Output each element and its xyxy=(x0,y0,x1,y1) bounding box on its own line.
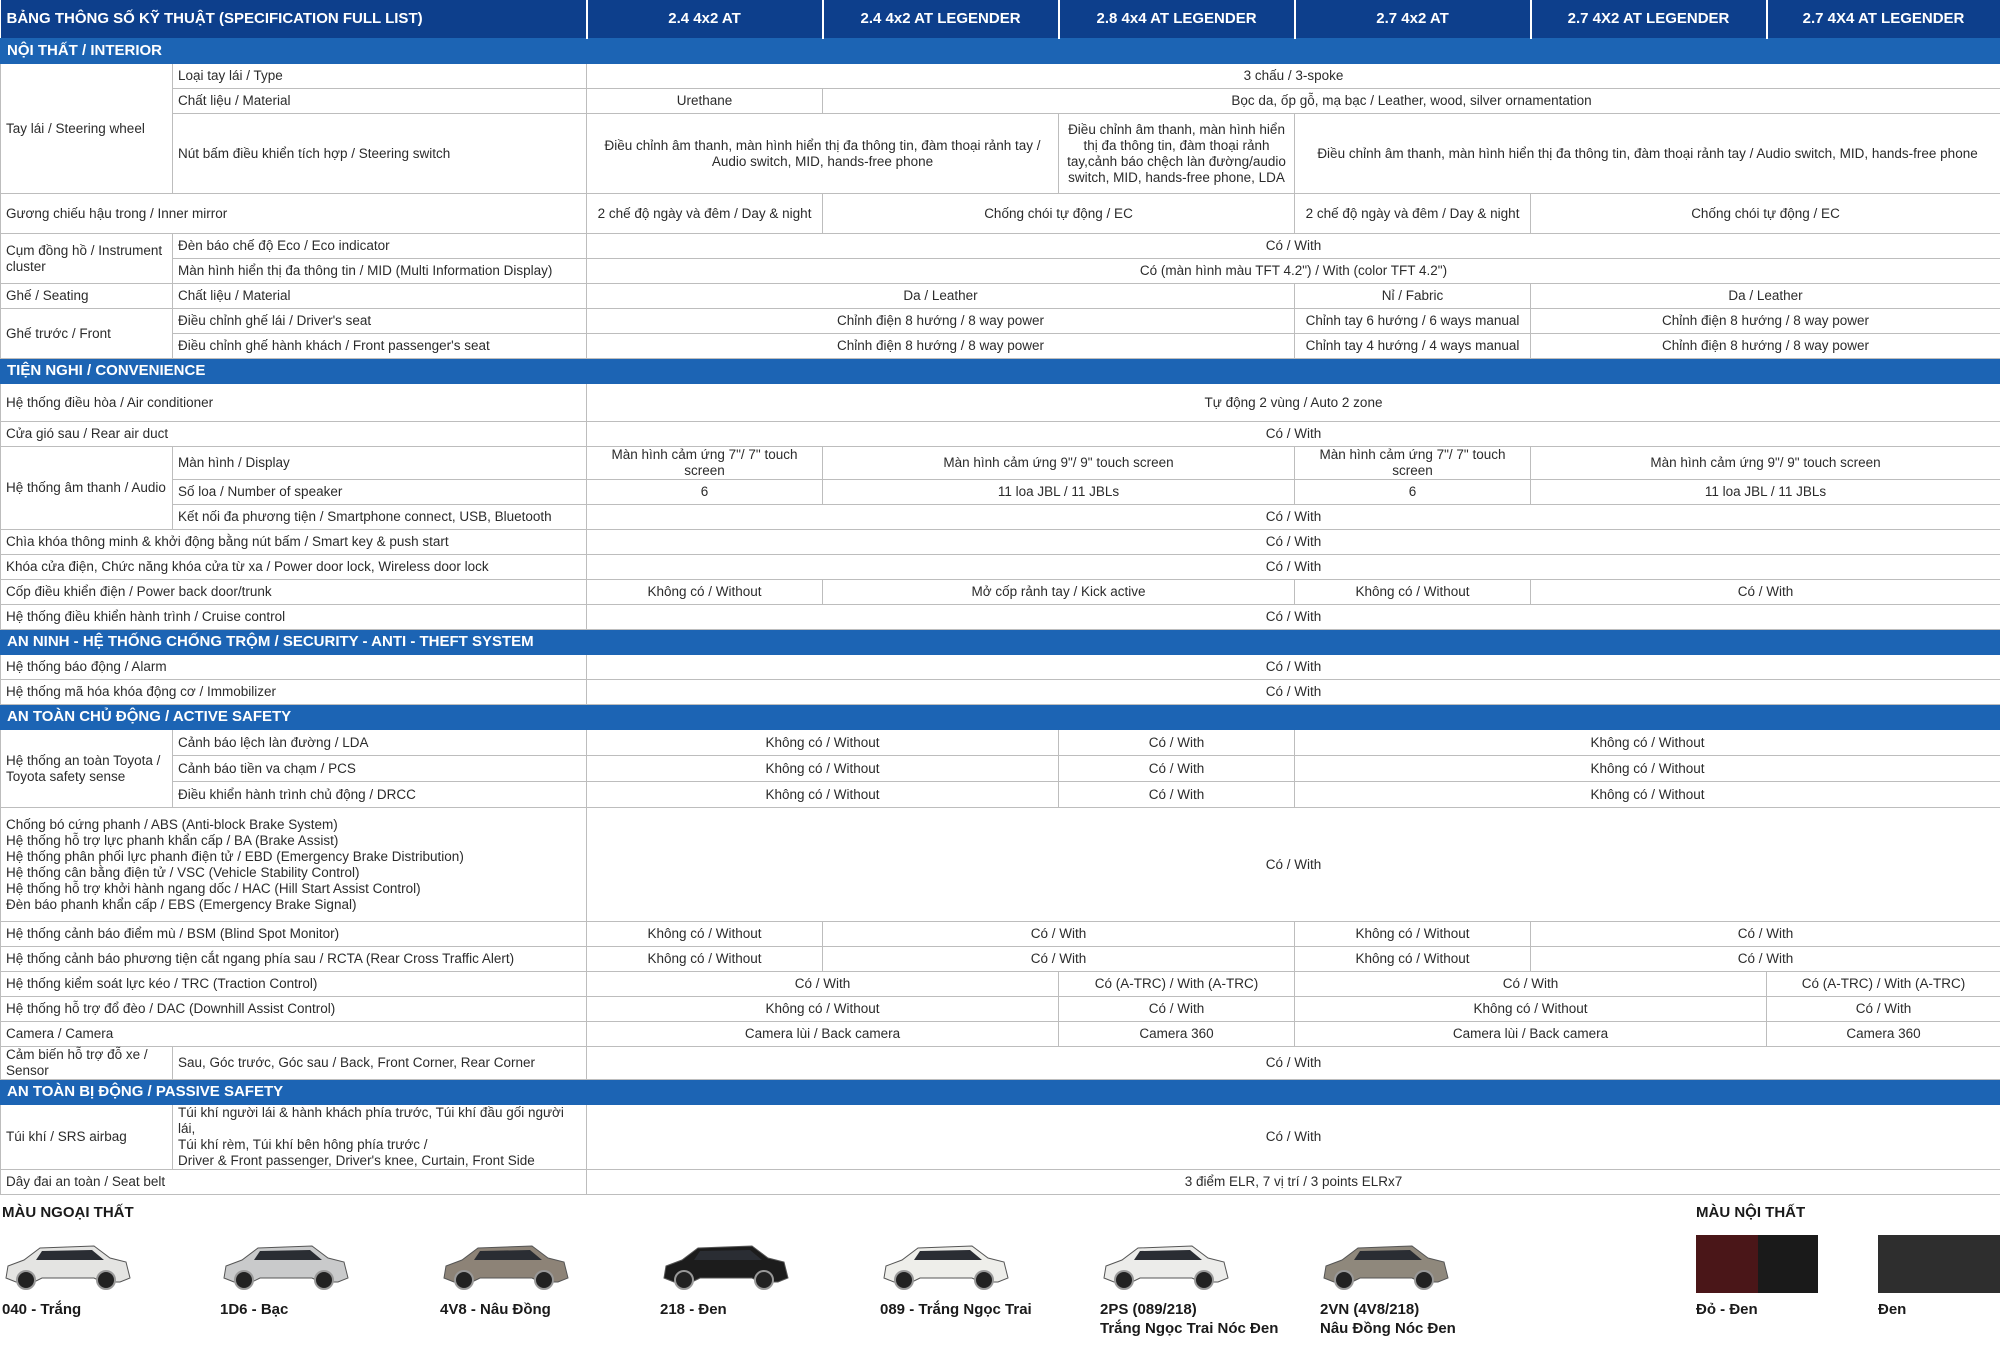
section-title-convenience: TIỆN NGHI / CONVENIENCE xyxy=(1,359,2000,384)
table-row xyxy=(1,1047,2000,1080)
cell: Da / Leather xyxy=(1531,284,2000,309)
cell: Không có / Without xyxy=(587,782,1059,808)
table-row xyxy=(1,234,2000,259)
swatch-part xyxy=(1758,1235,1818,1293)
cell: 3 điểm ELR, 7 vị trí / 3 points ELRx7 xyxy=(587,1170,2000,1195)
car-icon xyxy=(6,1246,130,1289)
table-row xyxy=(1,756,2000,782)
cell: 11 loa JBL / 11 JBLs xyxy=(823,480,1295,505)
row-label: Hệ thống điều hòa / Air conditioner xyxy=(1,384,587,422)
section-title-security: AN NINH - HỆ THỐNG CHỐNG TRỘM / SECURITY - ANTI - THEFT SYSTEM xyxy=(1,630,2000,655)
cell: Có / With xyxy=(1295,972,1767,997)
model-header: 2.7 4x2 AT xyxy=(1295,0,1531,39)
cell: Có / With xyxy=(823,947,1295,972)
cell: Camera 360 xyxy=(1059,1022,1295,1047)
row-sublabel: Điều chỉnh ghế hành khách / Front passenger's seat xyxy=(173,334,587,359)
model-header: 2.8 4x4 AT LEGENDER xyxy=(1059,0,1295,39)
cell: Có / With xyxy=(1059,782,1295,808)
row-label: Ghế / Seating xyxy=(1,284,173,309)
table-row xyxy=(1,114,2000,194)
cell: Có / With xyxy=(587,972,1059,997)
cell: Chỉnh điện 8 hướng / 8 way power xyxy=(587,309,1295,334)
airbag-desc-line: Driver & Front passenger, Driver's knee, Curtain, Front Side xyxy=(178,1153,535,1168)
ebs-label: Đèn báo phanh khẩn cấp / EBS (Emergency Brake Signal) xyxy=(6,896,357,912)
section-title-interior: NỘI THẤT / INTERIOR xyxy=(1,39,2000,64)
car-icon xyxy=(664,1246,788,1289)
car-icon xyxy=(444,1246,568,1289)
cell: Màn hình cảm ứng 7"/ 7" touch screen xyxy=(587,447,823,480)
row-label: Ghế trước / Front xyxy=(1,309,173,359)
table-row xyxy=(1,680,2000,705)
cell: Chống chói tự động / EC xyxy=(823,194,1295,234)
cell: Camera lùi / Back camera xyxy=(587,1022,1059,1047)
cell: Không có / Without xyxy=(587,922,823,947)
cell: Có / With xyxy=(587,605,2000,630)
row-label: Tay lái / Steering wheel xyxy=(1,64,173,194)
table-row xyxy=(1,505,2000,530)
table-row xyxy=(1,730,2000,756)
table-row xyxy=(1,782,2000,808)
cell: Không có / Without xyxy=(1295,730,2000,756)
row-label: Hệ thống mã hóa khóa động cơ / Immobilizer xyxy=(1,680,587,705)
row-sublabel-group xyxy=(173,1105,587,1170)
header-row xyxy=(1,0,2000,39)
cell: 2 chế độ ngày và đêm / Day & night xyxy=(587,194,823,234)
row-label: Chìa khóa thông minh & khởi động bằng nút bấm / Smart key & push start xyxy=(1,530,587,555)
table-row xyxy=(1,808,2000,922)
swatch-part xyxy=(1878,1235,2000,1293)
table-row xyxy=(1,972,2000,997)
row-label: Cốp điều khiển điện / Power back door/trunk xyxy=(1,580,587,605)
cell: Không có / Without xyxy=(1295,922,1531,947)
model-header: 2.4 4x2 AT LEGENDER xyxy=(823,0,1059,39)
section-title-active-safety: AN TOÀN CHỦ ĐỘNG / ACTIVE SAFETY xyxy=(1,705,2000,730)
cell: Không có / Without xyxy=(1295,756,2000,782)
model-header: 2.7 4X2 AT LEGENDER xyxy=(1531,0,1767,39)
row-sublabel: Điều khiển hành trình chủ động / DRCC xyxy=(173,782,587,808)
cell: Có / With xyxy=(1531,922,2000,947)
row-sublabel: Chất liệu / Material xyxy=(173,89,587,114)
cell: Màn hình cảm ứng 7"/ 7" touch screen xyxy=(1295,447,1531,480)
cell: Có / With xyxy=(587,422,2000,447)
cell: Có / With xyxy=(587,234,2000,259)
row-label: Gương chiếu hậu trong / Inner mirror xyxy=(1,194,587,234)
cell: Chỉnh tay 6 hướng / 6 ways manual xyxy=(1295,309,1531,334)
exterior-color-label: 089 - Trắng Ngọc Trai xyxy=(880,1301,1032,1318)
row-label: Hệ thống điều khiển hành trình / Cruise control xyxy=(1,605,587,630)
table-row xyxy=(1,259,2000,284)
table-row xyxy=(1,1105,2000,1170)
interior-swatch-black xyxy=(1878,1235,2000,1293)
cell: Có / With xyxy=(587,1047,2000,1080)
row-sublabel: Điều chỉnh ghế lái / Driver's seat xyxy=(173,309,587,334)
table-row xyxy=(1,655,2000,680)
table-row xyxy=(1,480,2000,505)
exterior-colors-title: MÀU NGOẠI THẤT xyxy=(2,1204,134,1221)
model-header: 2.7 4X4 AT LEGENDER xyxy=(1767,0,2000,39)
exterior-color-label xyxy=(1320,1300,1456,1338)
car-icon xyxy=(1104,1246,1228,1289)
row-label: Cụm đồng hồ / Instrument cluster xyxy=(1,234,173,284)
table-row xyxy=(1,64,2000,89)
cell: Có / With xyxy=(587,530,2000,555)
cell: Tự động 2 vùng / Auto 2 zone xyxy=(587,384,2000,422)
interior-swatch-red-black xyxy=(1696,1235,1818,1293)
cell: Không có / Without xyxy=(587,997,1059,1022)
table-row xyxy=(1,580,2000,605)
cell: Không có / Without xyxy=(1295,947,1531,972)
car-icon xyxy=(884,1246,1008,1289)
row-label: Camera / Camera xyxy=(1,1022,587,1047)
row-label: Hệ thống cảnh báo phương tiện cắt ngang phía sau / RCTA (Rear Cross Traffic Alert) xyxy=(1,947,587,972)
car-icon xyxy=(1324,1246,1448,1289)
model-header: 2.4 4x2 AT xyxy=(587,0,823,39)
interior-color-label: Đỏ - Đen xyxy=(1696,1301,1758,1318)
cell: Có / With xyxy=(1531,947,2000,972)
cell: Urethane xyxy=(587,89,823,114)
car-icon xyxy=(224,1246,348,1289)
cell: Có / With xyxy=(1059,997,1295,1022)
section-row xyxy=(1,705,2000,730)
row-sublabel: Màn hình hiển thị đa thông tin / MID (Multi Information Display) xyxy=(173,259,587,284)
table-row xyxy=(1,1022,2000,1047)
row-sublabel: Chất liệu / Material xyxy=(173,284,587,309)
cell: 11 loa JBL / 11 JBLs xyxy=(1531,480,2000,505)
table-row xyxy=(1,89,2000,114)
row-sublabel: Cảnh báo tiền va chạm / PCS xyxy=(173,756,587,782)
section-row xyxy=(1,39,2000,64)
table-row xyxy=(1,422,2000,447)
table-row xyxy=(1,997,2000,1022)
exterior-color-label: 040 - Trắng xyxy=(2,1301,82,1318)
row-label: Hệ thống báo động / Alarm xyxy=(1,655,587,680)
cell: Không có / Without xyxy=(1295,580,1531,605)
table-row xyxy=(1,605,2000,630)
cell: Có / With xyxy=(587,680,2000,705)
row-label: Dây đai an toàn / Seat belt xyxy=(1,1170,587,1195)
cell: Có / With xyxy=(587,555,2000,580)
table-row xyxy=(1,334,2000,359)
abs-label: Chống bó cứng phanh / ABS (Anti-block Brake System) xyxy=(6,816,338,832)
cell: Có / With xyxy=(587,505,2000,530)
cell: Chỉnh điện 8 hướng / 8 way power xyxy=(1531,334,2000,359)
cell: Nỉ / Fabric xyxy=(1295,284,1531,309)
row-label: Hệ thống hỗ trợ đổ đèo / DAC (Downhill Assist Control) xyxy=(1,997,587,1022)
cell: Có / With xyxy=(1059,730,1295,756)
row-label: Hệ thống an toàn Toyota / Toyota safety sense xyxy=(1,730,173,808)
section-row xyxy=(1,1080,2000,1105)
table-row xyxy=(1,309,2000,334)
cell: Chỉnh điện 8 hướng / 8 way power xyxy=(1531,309,2000,334)
cell: 6 xyxy=(1295,480,1531,505)
table-row xyxy=(1,447,2000,480)
cell: Chỉnh tay 4 hướng / 4 ways manual xyxy=(1295,334,1531,359)
row-sublabel: Loại tay lái / Type xyxy=(173,64,587,89)
table-row xyxy=(1,284,2000,309)
ebd-label: Hệ thống phân phối lực phanh điện tử / EBD (Emergency Brake Distribution) xyxy=(6,848,464,864)
row-label: Cửa gió sau / Rear air duct xyxy=(1,422,587,447)
table-row xyxy=(1,555,2000,580)
row-sublabel: Màn hình / Display xyxy=(173,447,587,480)
cell: Màn hình cảm ứng 9"/ 9" touch screen xyxy=(1531,447,2000,480)
cell: Có / With xyxy=(1059,756,1295,782)
exterior-color-code: 2PS (089/218) xyxy=(1100,1301,1197,1318)
cell: Có / With xyxy=(587,655,2000,680)
exterior-color-label: 218 - Đen xyxy=(660,1301,727,1318)
cell: Điều chỉnh âm thanh, màn hình hiển thị đa thông tin, đàm thoại rảnh tay / Audio switch, MID, hands-free phone xyxy=(587,114,1059,194)
exterior-color-name: Nâu Đồng Nóc Đen xyxy=(1320,1320,1456,1337)
cell: Có (A-TRC) / With (A-TRC) xyxy=(1059,972,1295,997)
row-label-group xyxy=(1,808,587,922)
table-title: BẢNG THÔNG SỐ KỸ THUẬT (SPECIFICATION FULL LIST) xyxy=(1,0,587,39)
row-sublabel: Số loa / Number of speaker xyxy=(173,480,587,505)
cell: Có / With xyxy=(587,808,2000,922)
interior-color-label: Đen xyxy=(1878,1301,1907,1318)
table-row xyxy=(1,1170,2000,1195)
row-label: Túi khí / SRS airbag xyxy=(1,1105,173,1170)
cell: Có / With xyxy=(1767,997,2000,1022)
airbag-desc-line: Túi khí rèm, Túi khí bên hông phía trước / xyxy=(178,1137,428,1152)
vsc-label: Hệ thống cân bằng điện tử / VSC (Vehicle Stability Control) xyxy=(6,864,360,880)
cell: Không có / Without xyxy=(1295,782,2000,808)
interior-colors-title: MÀU NỘI THẤT xyxy=(1696,1204,1806,1221)
row-label: Hệ thống cảnh báo điểm mù / BSM (Blind Spot Monitor) xyxy=(1,922,587,947)
row-sublabel: Đèn báo chế độ Eco / Eco indicator xyxy=(173,234,587,259)
cell: 3 chấu / 3-spoke xyxy=(587,64,2000,89)
cell: Không có / Without xyxy=(587,756,1059,782)
cell: Không có / Without xyxy=(587,947,823,972)
cell: Có (màn hình màu TFT 4.2") / With (color TFT 4.2") xyxy=(587,259,2000,284)
cell: 6 xyxy=(587,480,823,505)
row-sublabel: Sau, Góc trước, Góc sau / Back, Front Corner, Rear Corner xyxy=(173,1047,587,1080)
section-row xyxy=(1,630,2000,655)
row-label: Hệ thống âm thanh / Audio xyxy=(1,447,173,530)
ba-label: Hệ thống hỗ trợ lực phanh khẩn cấp / BA (Brake Assist) xyxy=(6,832,339,848)
cell: Điều chỉnh âm thanh, màn hình hiển thị đa thông tin, đàm thoại rảnh tay,cảnh báo chệch làn đường/audio switch, MID, hands-free phone, LDA xyxy=(1059,114,1295,194)
cell: Có / With xyxy=(823,922,1295,947)
table-row xyxy=(1,530,2000,555)
cell: Chống chói tự động / EC xyxy=(1531,194,2000,234)
row-label: Cảm biến hỗ trợ đỗ xe / Sensor xyxy=(1,1047,173,1080)
cell: Có / With xyxy=(587,1105,2000,1170)
table-row xyxy=(1,384,2000,422)
table-row xyxy=(1,194,2000,234)
section-title-passive-safety: AN TOÀN BỊ ĐỘNG / PASSIVE SAFETY xyxy=(1,1080,2000,1105)
cell: Không có / Without xyxy=(587,580,823,605)
cell: Có (A-TRC) / With (A-TRC) xyxy=(1767,972,2000,997)
cell: Camera 360 xyxy=(1767,1022,2000,1047)
hac-label: Hệ thống hỗ trợ khởi hành ngang dốc / HAC (Hill Start Assist Control) xyxy=(6,880,421,896)
exterior-color-code: 2VN (4V8/218) xyxy=(1320,1301,1420,1318)
exterior-color-label xyxy=(1100,1300,1278,1338)
exterior-color-label: 4V8 - Nâu Đồng xyxy=(440,1301,551,1318)
row-sublabel: Nút bấm điều khiển tích hợp / Steering switch xyxy=(173,114,587,194)
cell: Không có / Without xyxy=(1295,997,1767,1022)
table-row xyxy=(1,922,2000,947)
cell: Màn hình cảm ứng 9"/ 9" touch screen xyxy=(823,447,1295,480)
table-row xyxy=(1,947,2000,972)
cell: Điều chỉnh âm thanh, màn hình hiển thị đa thông tin, đàm thoại rảnh tay / Audio switch, MID, hands-free phone xyxy=(1295,114,2000,194)
cell: Da / Leather xyxy=(587,284,1295,309)
cell: Chỉnh điện 8 hướng / 8 way power xyxy=(587,334,1295,359)
row-sublabel: Cảnh báo lệch làn đường / LDA xyxy=(173,730,587,756)
swatch-part xyxy=(1696,1235,1758,1293)
cell: Không có / Without xyxy=(587,730,1059,756)
cell: Camera lùi / Back camera xyxy=(1295,1022,1767,1047)
airbag-desc-line: Túi khí người lái & hành khách phía trước, Túi khí đầu gối người lái, xyxy=(178,1105,564,1136)
cell: Có / With xyxy=(1531,580,2000,605)
cell: Bọc da, ốp gỗ, mạ bạc / Leather, wood, silver ornamentation xyxy=(823,89,2000,114)
exterior-color-name: Trắng Ngọc Trai Nóc Đen xyxy=(1100,1320,1279,1337)
section-row xyxy=(1,359,2000,384)
row-label: Hệ thống kiểm soát lực kéo / TRC (Traction Control) xyxy=(1,972,587,997)
exterior-color-label: 1D6 - Bạc xyxy=(220,1301,289,1318)
row-sublabel: Kết nối đa phương tiện / Smartphone connect, USB, Bluetooth xyxy=(173,505,587,530)
row-label: Khóa cửa điện, Chức năng khóa cửa từ xa / Power door lock, Wireless door lock xyxy=(1,555,587,580)
cell: Mở cốp rảnh tay / Kick active xyxy=(823,580,1295,605)
cell: 2 chế độ ngày và đêm / Day & night xyxy=(1295,194,1531,234)
